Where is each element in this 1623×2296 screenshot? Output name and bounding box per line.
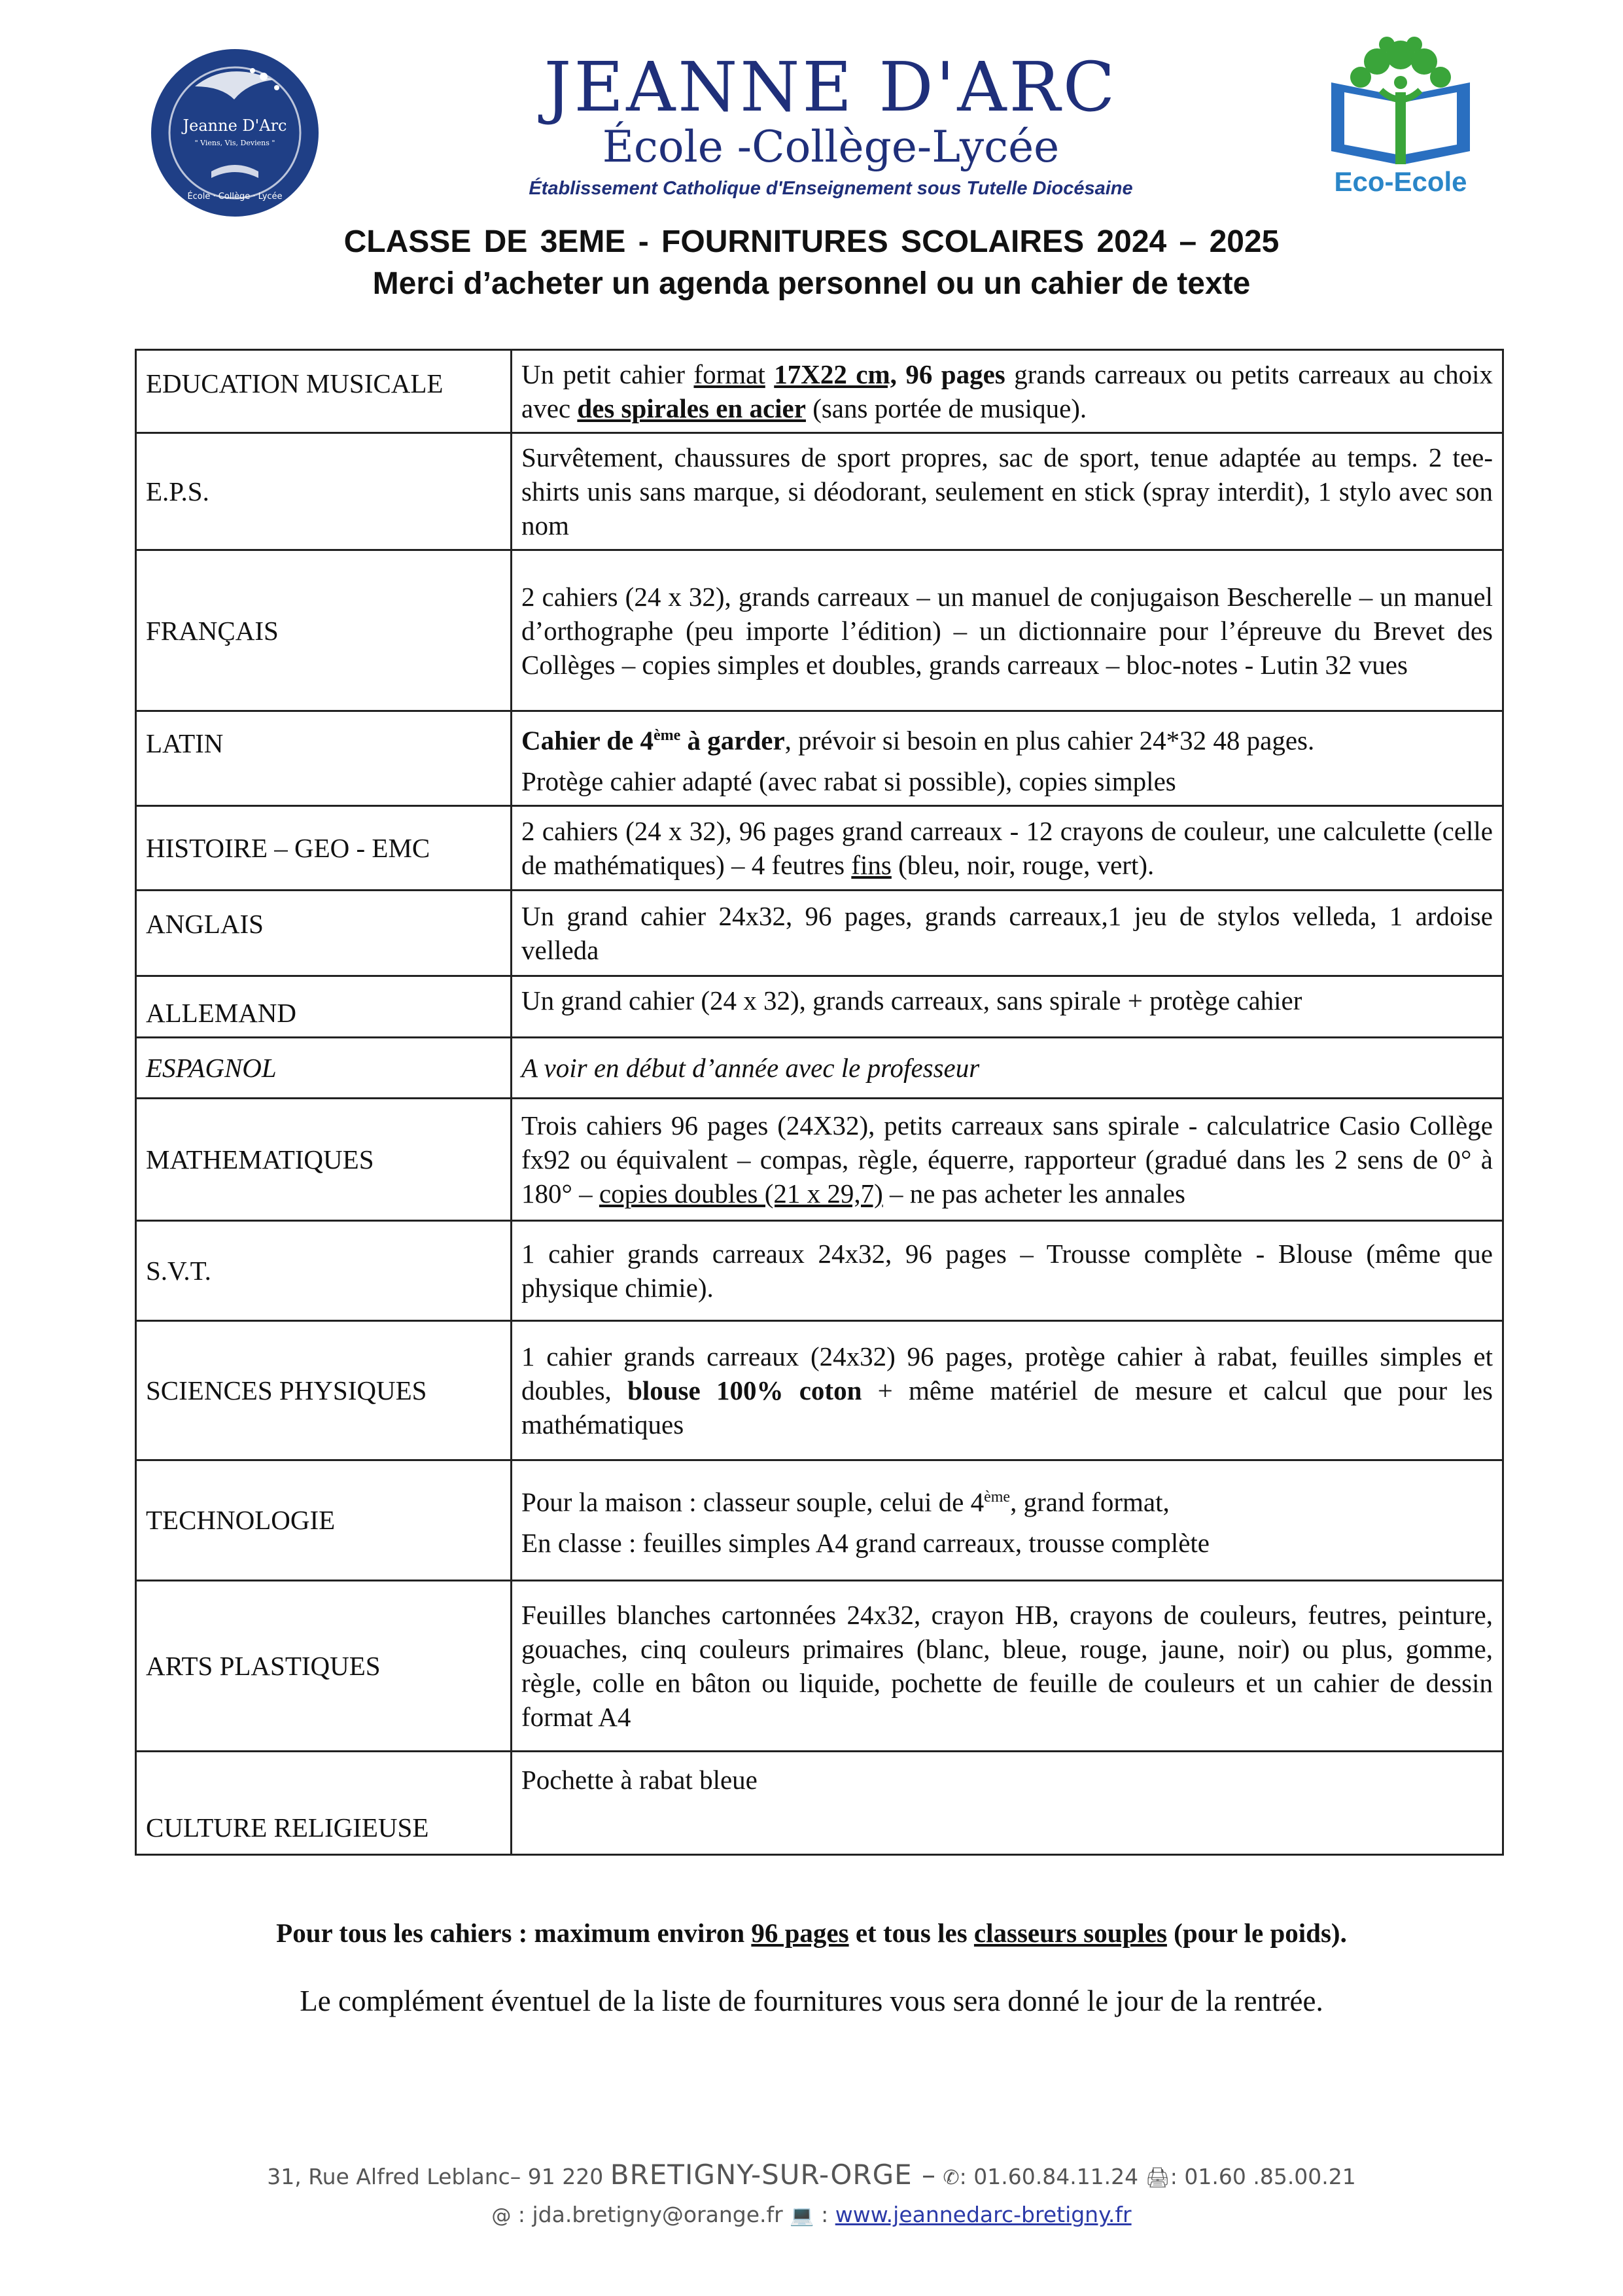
text-run: , prévoir si besoin en plus cahier 24*32 48 pages. xyxy=(784,725,1315,756)
phone-icon: ✆ xyxy=(943,2166,960,2189)
subject-cell: S.V.T. xyxy=(136,1220,512,1320)
table-row xyxy=(136,1037,1503,1098)
brand-tagline: Établissement Catholique d'Enseignement sous Tutelle Diocésaine xyxy=(529,178,1133,199)
title-line-1: CLASSE DE 3EME - FOURNITURES SCOLAIRES 2024 – 2025 xyxy=(343,224,1280,259)
text-run: format xyxy=(693,359,765,389)
text-run: 96 pages xyxy=(896,359,1005,389)
description-cell: Un grand cahier 24x32, 96 pages, grands carreaux,1 jeu de stylos velleda, 1 ardoise velleda xyxy=(512,890,1503,976)
subject-cell: MATHEMATIQUES xyxy=(136,1098,512,1220)
fax-icon: 🖨 xyxy=(1145,2166,1170,2189)
footer-phone: : 01.60.84.11.24 xyxy=(959,2164,1139,2189)
text-run xyxy=(765,359,774,389)
table-row xyxy=(136,1751,1503,1854)
table-row xyxy=(136,976,1503,1037)
table-row xyxy=(136,711,1503,806)
table-row xyxy=(136,890,1503,976)
table-row xyxy=(136,1098,1503,1220)
at-icon: @ xyxy=(491,2204,512,2227)
eco-ecole-logo xyxy=(1325,37,1476,205)
footer-line-1 xyxy=(0,2157,1623,2197)
title-line-2: Merci d’acheter un agenda personnel ou un cahier de texte xyxy=(372,266,1251,301)
footer-email[interactable]: : jda.bretigny@orange.fr xyxy=(517,2202,783,2227)
computer-icon: 💻 xyxy=(790,2204,814,2227)
subject-cell: ALLEMAND xyxy=(136,976,512,1037)
subject-cell: EDUCATION MUSICALE xyxy=(136,350,512,433)
school-logo xyxy=(149,47,321,219)
table-row xyxy=(136,1460,1503,1580)
description-cell: Un grand cahier (24 x 32), grands carreaux, sans spirale + protège cahier xyxy=(512,976,1503,1037)
text-run: des spirales en acier xyxy=(577,393,806,423)
text-run: grands carreaux ou petits carreaux au choix avec xyxy=(521,359,1493,423)
footer-line-2: @ : jda.bretigny@orange.fr 💻 : www.jeannedarc-bretigny.fr xyxy=(491,2202,1132,2227)
text-run: (sans portée de musique). xyxy=(805,393,1087,423)
subject-cell: SCIENCES PHYSIQUES xyxy=(136,1320,512,1460)
footer-address: 31, Rue Alfred Leblanc– 91 220 xyxy=(267,2164,604,2189)
text-run: blouse 100% coton xyxy=(627,1375,862,1405)
subject-cell: ANGLAIS xyxy=(136,890,512,976)
footer xyxy=(0,2157,1623,2234)
text-run: , grand format, xyxy=(1010,1487,1170,1517)
description-cell: 2 cahiers (24 x 32), grands carreaux – un manuel de conjugaison Bescherelle – un manuel d’orthographe (peu importe l’édition) – un dictionnaire pour l’épreuve du Brevet des Collèges – copies simples et doubles, grands carreaux – bloc-notes - Lutin 32 vues xyxy=(512,550,1503,711)
text-run: Trois cahiers 96 pages (24X32), petits carreaux sans spirale - calculatrice Casio Collège fx92 ou équivalent – compas, règle, équerre, rapporteur (gradué dans les 2 sens de 0° à 180° – xyxy=(521,1110,1493,1209)
text-run: fins xyxy=(851,849,892,880)
subject-cell: LATIN xyxy=(136,711,512,806)
eco-ecole-label: Eco-Ecole xyxy=(1334,166,1467,197)
text-run: – ne pas acheter les annales xyxy=(882,1178,1185,1209)
text-run: copies doubles (21 x 29,7) xyxy=(599,1178,883,1209)
description-cell xyxy=(512,711,1503,806)
subject-cell: CULTURE RELIGIEUSE xyxy=(136,1751,512,1854)
subject-cell: FRANÇAIS xyxy=(136,550,512,711)
description-cell: 1 cahier grands carreaux 24x32, 96 pages – Trousse complète - Blouse (même que physique chimie). xyxy=(512,1220,1503,1320)
text-run: (bleu, noir, rouge, vert). xyxy=(891,849,1155,880)
note-notebooks xyxy=(0,1917,1623,1949)
description-cell: Feuilles blanches cartonnées 24x32, crayon HB, crayons de couleurs, feutres, peinture, gouaches, cinq couleurs primaires (blanc, bleue, rouge, jaune, noir) ou plus, gomme, règle, colle en bâton ou liquide, pochette de feuille de couleurs et un cahier de dessin format A4 xyxy=(512,1580,1503,1751)
text-run: Pour la maison : classeur souple, celui de 4 xyxy=(521,1487,985,1517)
page-title xyxy=(0,221,1623,305)
brand-block xyxy=(458,47,1204,202)
svg-text:Jeanne D'Arc: Jeanne D'Arc xyxy=(183,116,287,135)
text-run: Cahier de 4 xyxy=(521,725,654,756)
text-run: classeurs souples xyxy=(973,1918,1167,1948)
description-cell: Pochette à rabat bleue xyxy=(512,1751,1503,1854)
description-cell xyxy=(512,1320,1503,1460)
table-row xyxy=(136,1220,1503,1320)
text-run: + même matériel de mesure et calcul que pour les mathématiques xyxy=(521,1375,1493,1439)
text-run: Protège cahier adapté (avec rabat si possible), copies simples xyxy=(521,766,1176,796)
table-row xyxy=(136,550,1503,711)
text-run: ème xyxy=(984,1489,1011,1506)
table-row xyxy=(136,1580,1503,1751)
description-cell: A voir en début d’année avec le professeur xyxy=(512,1037,1503,1098)
table-row xyxy=(136,350,1503,433)
brand-subtitle: École -Collège-Lycée xyxy=(602,122,1060,172)
text-run: En classe : feuilles simples A4 grand carreaux, trousse complète xyxy=(521,1527,1210,1558)
subject-cell: TECHNOLOGIE xyxy=(136,1460,512,1580)
table-row xyxy=(136,805,1503,890)
text-run: (pour le poids). xyxy=(1166,1918,1347,1948)
brand-name: JEANNE D'ARC xyxy=(544,47,1118,127)
subject-cell: ESPAGNOL xyxy=(136,1037,512,1098)
table-row xyxy=(136,1320,1503,1460)
footer-fax: : 01.60 .85.00.21 xyxy=(1170,2164,1356,2189)
text-run: à garder xyxy=(680,725,785,756)
text-run: 17X22 cm, xyxy=(774,359,897,389)
text-run: 96 pages xyxy=(751,1918,849,1948)
text-run: et tous les xyxy=(848,1918,974,1948)
subject-cell: HISTOIRE – GEO - EMC xyxy=(136,805,512,890)
svg-text:" Viens, Vis, Deviens ": " Viens, Vis, Deviens " xyxy=(194,139,275,147)
text-run: ème xyxy=(653,727,681,744)
description-cell xyxy=(512,350,1503,433)
text-run: Un petit cahier xyxy=(521,359,694,389)
text-run: 2 cahiers (24 x 32), 96 pages grand carreaux - 12 crayons de couleur, une calculette (celle de mathématiques) – 4 feutres xyxy=(521,815,1493,880)
table-row xyxy=(136,433,1503,550)
footer-website-link[interactable]: www.jeannedarc-bretigny.fr xyxy=(835,2202,1132,2227)
subject-cell: E.P.S. xyxy=(136,433,512,550)
text-run: Pour tous les cahiers : maximum environ xyxy=(276,1918,752,1948)
subject-cell: ARTS PLASTIQUES xyxy=(136,1580,512,1751)
description-cell: Survêtement, chaussures de sport propres, sac de sport, tenue adaptée au temps. 2 tee-shirts unis sans marque, si déodorant, seulement en stick (spray interdit), 1 stylo avec son nom xyxy=(512,433,1503,550)
text-run: 1 cahier grands carreaux (24x32) 96 pages, protège cahier à rabat, feuilles simples et doubles, xyxy=(521,1341,1493,1405)
supplies-table xyxy=(135,349,1504,1856)
footer-city: BRETIGNY-SUR-ORGE – xyxy=(610,2159,936,2191)
description-cell xyxy=(512,1098,1503,1220)
note-complement: Le complément éventuel de la liste de fournitures vous sera donné le jour de la rentrée. xyxy=(300,1985,1323,2017)
description-cell xyxy=(512,1460,1503,1580)
svg-text:École · Collège · Lycée: École · Collège · Lycée xyxy=(187,192,283,202)
description-cell xyxy=(512,805,1503,890)
